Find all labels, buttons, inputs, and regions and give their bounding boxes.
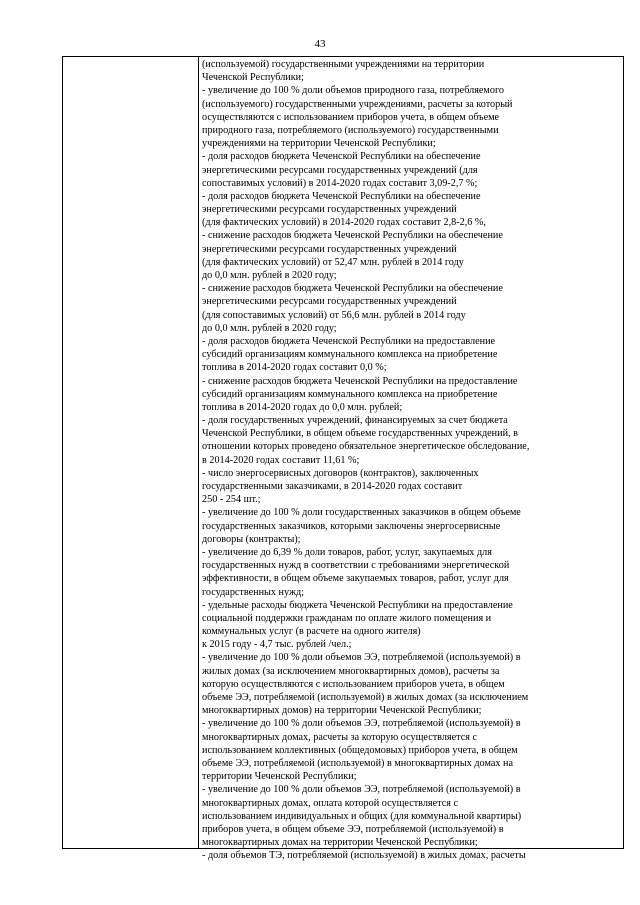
text-line: - увеличение до 6,39 % доли товаров, работ, услуг, закупаемых для <box>202 546 492 558</box>
text-line: многоквартирных домах, оплата которой осуществляется с <box>202 797 458 809</box>
text-line: (для фактических условий) от 52,47 млн. рублей в 2014 году <box>202 256 464 268</box>
text-line: - увеличение до 100 % доли объемов ЭЭ, потребляемой (используемой) в <box>202 652 521 664</box>
text-line: использованием коллективных (общедомовых) приборов учета, в общем <box>202 744 518 756</box>
text-line: Чеченской Республики, в общем объеме государственных учреждений, в <box>202 428 518 440</box>
text-line: сопоставимых условий) в 2014-2020 годах составит 3,09-2,7 %; <box>202 177 478 189</box>
text-line: многоквартирных домов) на территории Чеченской Республики; <box>202 705 482 717</box>
text-line: 250 - 254 шт.; <box>202 494 261 506</box>
text-line: государственных нужд; <box>202 586 305 598</box>
text-line: энергетическими ресурсами государственных учреждений (для <box>202 164 478 176</box>
text-line: государственными заказчиками, в 2014-2020 годах составит <box>202 481 463 492</box>
text-line: (используемого) государственными учреждениями, расчеты за который <box>202 98 513 110</box>
text-line: - доля расходов бюджета Чеченской Республики на предоставление <box>202 335 496 347</box>
text-line: учреждениями на территории Чеченской Республики; <box>202 138 436 150</box>
text-line: до 0,0 млн. рублей в 2020 году; <box>202 270 337 281</box>
text-line: государственных нужд в соответствии с требованиями энергетической <box>202 560 510 572</box>
text-line: коммунальных услуг (в расчете на одного жителя) <box>202 626 421 638</box>
text-line: - доля расходов бюджета Чеченской Республики на обеспечение <box>202 190 481 202</box>
text-line: субсидий организациям коммунального комплекса на приобретение <box>202 349 498 361</box>
text-line: топлива в 2014-2020 годах составит 0,0 %; <box>202 362 387 374</box>
text-line: эффективности, в общем объеме закупаемых товаров, работ, услуг для <box>202 573 509 585</box>
text-line: - увеличение до 100 % доли объемов ЭЭ, потребляемой (используемой) в <box>202 784 521 796</box>
text-line: - увеличение до 100 % доли объемов ЭЭ, потребляемой (используемой) в <box>202 718 521 730</box>
text-line: субсидий организациям коммунального комплекса на приобретение <box>202 388 498 400</box>
text-line: энергетическими ресурсами государственных учреждений <box>202 296 457 308</box>
text-line: - доля расходов бюджета Чеченской Республики на обеспечение <box>202 151 481 163</box>
text-line: объеме ЭЭ, потребляемой (используемой) в жилых домах (за исключением <box>202 692 529 703</box>
text-line: - число энергосервисных договоров (контрактов), заключенных <box>202 467 479 479</box>
text-line: (используемой) государственными учреждениями на территории <box>202 59 485 70</box>
text-line: (для сопоставимых условий) от 56,6 млн. рублей в 2014 году <box>202 309 466 321</box>
text-line: территории Чеченской Республики; <box>202 771 357 783</box>
text-line: топлива в 2014-2020 годах до 0,0 млн. рублей; <box>202 401 403 413</box>
text-line: - снижение расходов бюджета Чеченской Республики на предоставление <box>202 375 518 387</box>
text-line: - доля объемов ТЭ, потребляемой (используемой) в жилых домах, расчеты <box>202 850 526 862</box>
page-number: 43 <box>314 38 326 50</box>
text-line: Чеченской Республики; <box>202 72 304 84</box>
text-line: осуществляются с использованием приборов учета, в общем объеме <box>202 111 500 123</box>
text-line: - доля государственных учреждений, финансируемых за счет бюджета <box>202 415 508 427</box>
column-divider <box>198 57 199 848</box>
text-line: до 0,0 млн. рублей в 2020 году; <box>202 322 337 334</box>
text-line: использованием индивидуальных и общих (для коммунальной квартиры) <box>202 810 522 822</box>
text-line: многоквартирных домах на территории Чеченской Республики; <box>202 837 478 849</box>
text-line: договоры (контракты); <box>202 533 301 545</box>
text-line: социальной поддержки гражданам по оплате жилого помещения и <box>202 612 492 624</box>
text-line: - снижение расходов бюджета Чеченской Республики на обеспечение <box>202 283 503 295</box>
text-line: - снижение расходов бюджета Чеченской Республики на обеспечение <box>202 230 503 242</box>
text-line: природного газа, потребляемого (используемого) государственными <box>202 124 499 136</box>
text-line: к 2015 году - 4,7 тыс. рублей /чел.; <box>202 639 352 651</box>
text-line: государственных заказчиков, которыми заключены энергосервисные <box>202 520 501 532</box>
text-line: - удельные расходы бюджета Чеченской Республики на предоставление <box>202 599 513 611</box>
text-line: отношении которых проведено обязательное энергетическое обследование, <box>202 441 530 453</box>
text-line: объеме ЭЭ, потребляемой (используемой) в многоквартирных домах на <box>202 757 513 769</box>
text-line: энергетическими ресурсами государственных учреждений <box>202 204 457 216</box>
table <box>62 56 624 862</box>
text-line: - увеличение до 100 % доли государственных заказчиков в общем объеме <box>202 507 521 519</box>
text-line: приборов учета, в общем объеме ЭЭ, потребляемой (используемой) в <box>202 823 504 835</box>
text-line: - увеличение до 100 % доли объемов природного газа, потребляемого <box>202 85 504 97</box>
text-line: жилых домах (за исключением многоквартирных домов), расчеты за <box>202 665 500 677</box>
text-line: многоквартирных домах, расчеты за которую осуществляется с <box>202 731 477 743</box>
text-line: которую осуществляются с использованием приборов учета, в общем <box>202 678 505 690</box>
table-cell-text <box>202 58 620 862</box>
text-line: энергетическими ресурсами государственных учреждений <box>202 243 457 255</box>
text-line: (для фактических условий) в 2014-2020 годах составит 2,8-2,6 %, <box>202 217 486 229</box>
text-line: в 2014-2020 годах составит 11,61 %; <box>202 454 360 466</box>
